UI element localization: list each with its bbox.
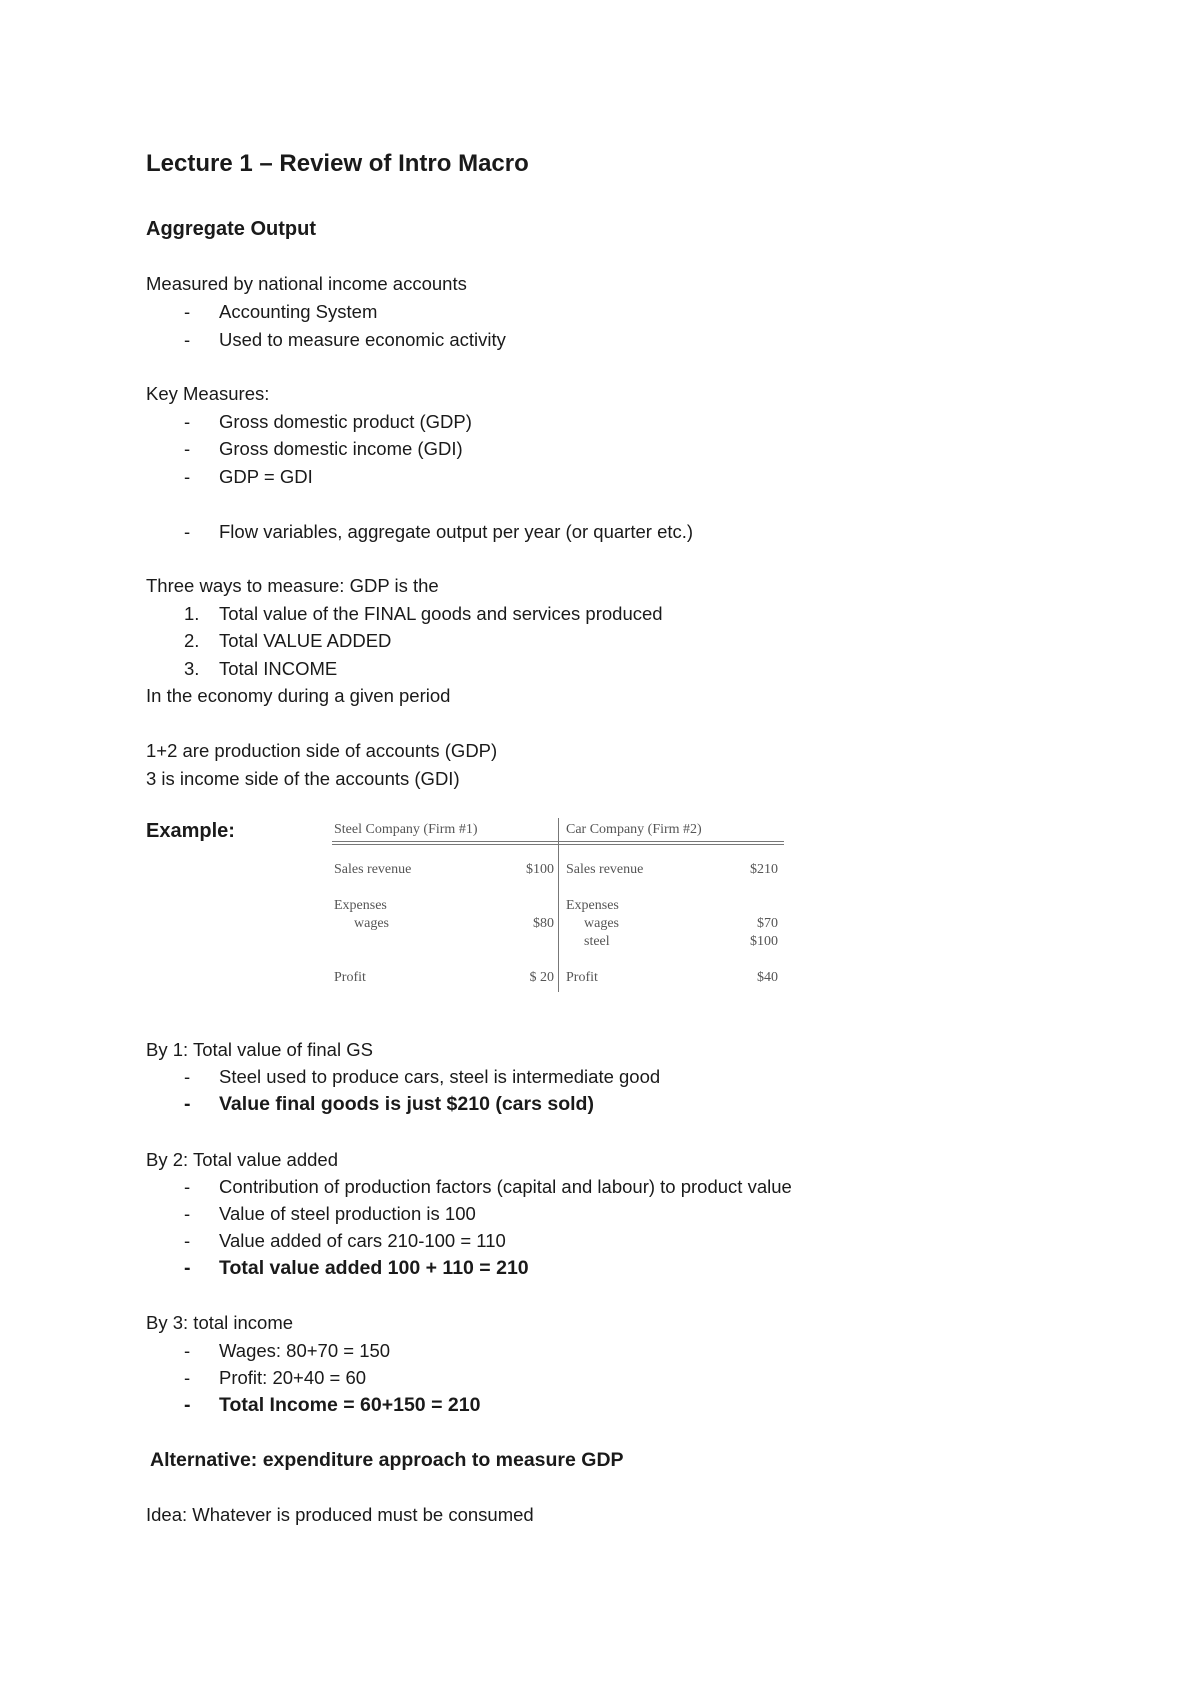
firm1-expenses-label: Expenses bbox=[334, 898, 387, 913]
list-item-text: Value final goods is just $210 (cars sold) bbox=[219, 1093, 594, 1115]
three-ways-intro: Three ways to measure: GDP is the bbox=[146, 575, 439, 596]
firm2-profit-label: Profit bbox=[566, 970, 598, 985]
firm2-sales-label: Sales revenue bbox=[566, 862, 644, 877]
list-item-text: Value of steel production is 100 bbox=[219, 1203, 476, 1224]
firm2-header: Car Company (Firm #2) bbox=[566, 822, 702, 837]
example-table bbox=[332, 818, 784, 992]
bullet-dash: - bbox=[184, 1394, 191, 1416]
firm1-profit-value: $ 20 bbox=[529, 970, 554, 985]
item-number: 1. bbox=[184, 603, 200, 624]
bullet-dash: - bbox=[184, 1066, 191, 1087]
list-item-text: Total value added 100 + 110 = 210 bbox=[219, 1257, 529, 1279]
numbered-item-text: Total VALUE ADDED bbox=[219, 630, 392, 651]
list-item-text: Profit: 20+40 = 60 bbox=[219, 1367, 367, 1388]
firm2-sales-value: $210 bbox=[750, 862, 778, 877]
bullet-dash: - bbox=[184, 1367, 191, 1388]
income-side-note: 3 is income side of the accounts (GDI) bbox=[146, 768, 460, 789]
bullet-dash: - bbox=[184, 1176, 191, 1197]
by1-intro: By 1: Total value of final GS bbox=[146, 1039, 373, 1060]
bullet-dash: - bbox=[184, 1203, 191, 1224]
firm1-header: Steel Company (Firm #1) bbox=[334, 822, 478, 837]
bullet-dash: - bbox=[184, 1230, 191, 1251]
by2-intro: By 2: Total value added bbox=[146, 1149, 338, 1170]
bullet-dash: - bbox=[184, 1093, 191, 1115]
numbered-item-text: Total value of the FINAL goods and services produced bbox=[219, 603, 663, 624]
firm1-sales-value: $100 bbox=[526, 862, 554, 877]
bullet-dash: - bbox=[184, 301, 191, 322]
list-item-text: Steel used to produce cars, steel is intermediate good bbox=[219, 1066, 661, 1087]
list-item-text: Accounting System bbox=[219, 301, 378, 322]
column-divider bbox=[558, 818, 559, 992]
example-label: Example: bbox=[146, 820, 235, 842]
firm2-wages-label: wages bbox=[584, 916, 619, 931]
list-item-text: Value added of cars 210-100 = 110 bbox=[219, 1230, 506, 1251]
bullet-dash: - bbox=[184, 411, 191, 432]
key-measures-label: Key Measures: bbox=[146, 383, 270, 404]
list-item-text: GDP = GDI bbox=[219, 466, 313, 487]
firm2-profit-value: $40 bbox=[757, 970, 778, 985]
firm2-steel-value: $100 bbox=[750, 934, 778, 949]
bullet-dash: - bbox=[184, 329, 191, 350]
firm1-profit-label: Profit bbox=[334, 970, 366, 985]
list-item-text: Flow variables, aggregate output per year (or quarter etc.) bbox=[219, 521, 694, 542]
firm1-sales-label: Sales revenue bbox=[334, 862, 412, 877]
bullet-dash: - bbox=[184, 466, 191, 487]
production-side-note: 1+2 are production side of accounts (GDP) bbox=[146, 740, 498, 761]
list-item-text: Contribution of production factors (capital and labour) to product value bbox=[219, 1176, 792, 1197]
list-item-text: Total Income = 60+150 = 210 bbox=[219, 1394, 481, 1416]
bullet-dash: - bbox=[184, 1340, 191, 1361]
bullet-dash: - bbox=[184, 521, 191, 542]
item-number: 2. bbox=[184, 630, 200, 651]
list-item-text: Gross domestic product (GDP) bbox=[219, 411, 472, 432]
bullet-dash: - bbox=[184, 438, 191, 459]
three-ways-outro: In the economy during a given period bbox=[146, 685, 451, 706]
list-item-text: Wages: 80+70 = 150 bbox=[219, 1340, 391, 1361]
bullet-dash: - bbox=[184, 1257, 191, 1279]
alternative-idea: Idea: Whatever is produced must be consumed bbox=[146, 1504, 534, 1525]
firm1-wages-label: wages bbox=[354, 916, 389, 931]
numbered-item-text: Total INCOME bbox=[219, 658, 338, 679]
list-item-text: Used to measure economic activity bbox=[219, 329, 506, 350]
item-number: 3. bbox=[184, 658, 200, 679]
firm2-expenses-label: Expenses bbox=[566, 898, 619, 913]
heading-alternative: Alternative: expenditure approach to measure GDP bbox=[150, 1449, 624, 1471]
heading-aggregate-output: Aggregate Output bbox=[146, 218, 316, 240]
aggregate-intro: Measured by national income accounts bbox=[146, 273, 467, 294]
page-title: Lecture 1 – Review of Intro Macro bbox=[146, 150, 529, 177]
firm1-wages-value: $80 bbox=[533, 916, 554, 931]
firm2-steel-label: steel bbox=[584, 934, 610, 949]
list-item-text: Gross domestic income (GDI) bbox=[219, 438, 463, 459]
firm2-wages-value: $70 bbox=[757, 916, 778, 931]
by3-intro: By 3: total income bbox=[146, 1312, 294, 1333]
